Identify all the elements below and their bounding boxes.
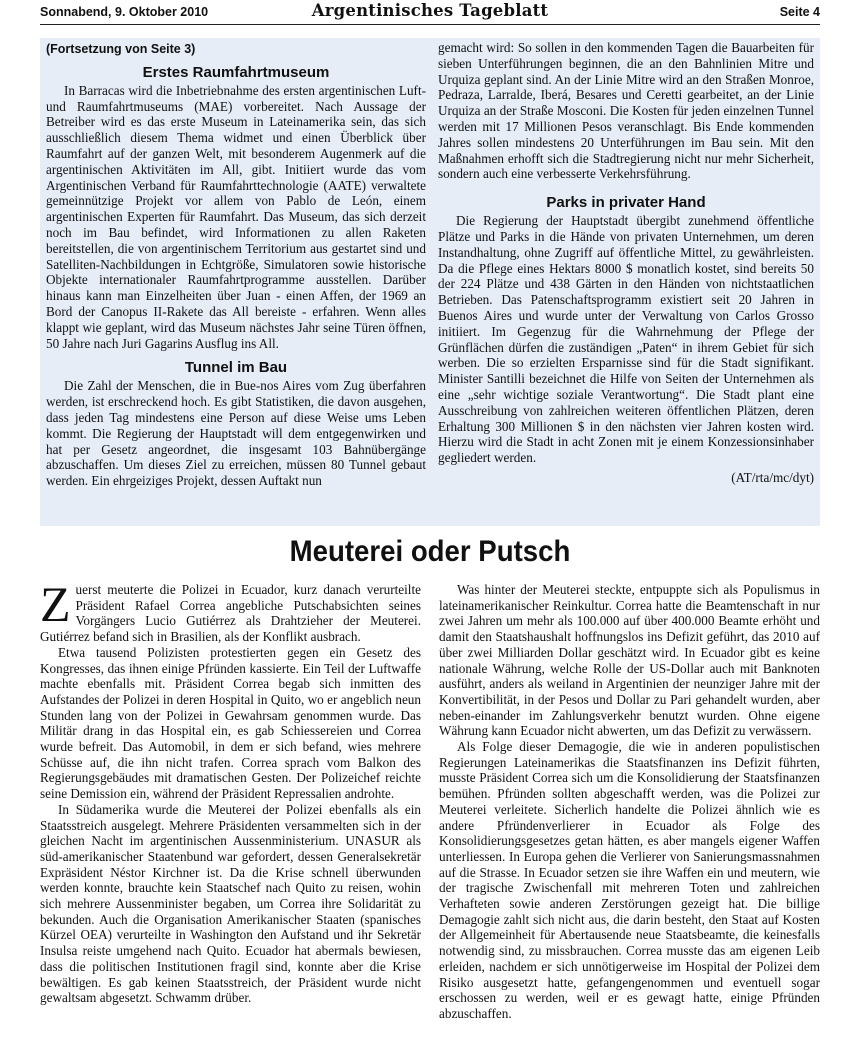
- article-paragraph: Als Folge dieser Demagogie, die wie in anderen populistischen Regierungen Lateinamerikas die Staatsfinanzen ins Defizit führten, musste Präsident Correa sich um die Konsolidierung der Staatsfinanzen bemühen. Pfründen sollten abgeschafft werden, was die Polizei zur Meuterei verleitete. Sicherlich handelte die Polizei ähnlich wie es andere Pfründenverlierer in Ecuador als Folge des Konsolidierungsgesetzes getan hätten, es aber mangels eigener Waffen unterliessen. In Europa gehen die Verlierer von Sanierungsmassnahmen auf die Strasse. In Ecuador setzen sie ihre Waffen ein und meutern, wie der tragische Zwischenfall mit mehreren Toten und zahlreichen Verhafteten sowie anderen Zerstörungen gezeigt hat. Die billige Demagogie zahlt sich nicht aus, die darin besteht, den Staat auf Kosten der Allgemeinheit für Abertausende neue Staatsbeamte, die keinesfalls notwendig sind, zu missbrauchen. Correa musste das am eigenen Leib erleiden, nachdem er sich unnötigerweise im Hospital der Polizei dem Risiko ausgesetzt hatte, gefangengenommen und eventuell sogar erschossen zu werden, weil er es gewagt hatte, einige Pfründen abzuschaffen.: [439, 739, 820, 1021]
- page-header: [40, 0, 820, 25]
- drop-cap: Z: [40, 576, 71, 632]
- text-parks: Die Regierung der Hauptstadt übergibt zunehmend öffentliche Plätze und Parks in die Hände von privaten Unternehmen, um deren Instandhaltung, ohne Zugriff auf öffentliche Mittel, zu gewährleisten. Da die Pflege eines Hektars 8000 $ monatlich kostet, sind bereits 50 der 224 Plätze und 438 Gärten in den Händen von nichtstaatlichen Betrieben. Das Patenschaftsprogramm existiert seit 20 Jahren in Buenos Aires und wurde unter der Verwaltung von Carlos Grosso initiiert. Im Gegenzug für die Wahrnehmung der Pflege der Grünflächen dürfen die zuständigen „Paten“ in ihrem Gebiet für sich werben. Die so erzielten Ersparnisse sind für die Stadt signifikant. Minister Santilli bezeichnet die Hilfe von Seiten der Unternehmen als eine „sehr wichtige soziale Verantwortung“. Die Stadt plant eine Ausschreibung von zahlreichen weiteren öffentlichen Plätzen, deren Erhaltung 300 Millionen $ in den nächsten vier Jahren kosten wird. Hierzu wird die Stadt in acht Zonen mit je einem Konzessionsinhaber gegliedert werden.: [438, 213, 814, 466]
- article-paragraph: Zuerst meuterte die Polizei in Ecuador, kurz danach verurteilte Präsident Rafael Correa angebliche Putschabsichten seines Vorgängers Lucio Gutiérrez als Drahtzieher der Meuterei. Gutiérrez befand sich in Brasilien, als der Konflikt ausbrach.: [40, 576, 421, 645]
- news-box-left-column: [46, 38, 426, 489]
- news-box: [40, 38, 820, 526]
- article-left-column: [40, 576, 421, 1006]
- text-raumfahrtmuseum: In Barracas wird die Inbetriebnahme des ersten argentinischen Luft- und Raumfahrtmuseums (MAE) vorbereitet. Nach Aussage der Betreiber wird es das erste Museum in Lateinamerika sein, das sich ausschließlich diesem Thema widmet und einen Überblick über Raumfahrt auf der ganzen Welt, mit besonderem Augenmerk auf die argentinischen Aktivitäten im All, gibt. Initiiert wurde das vom Argentinischen Verband für Raumfahrttechnologie (AATE) verwaltete gemeinnützige Projekt vor allem von Pablo de León, einem argentinischen Experten für Raumfahrt. Das Museum, das sich derzeit noch im Bau befindet, wird Informationen zu allen Raketen bereitstellen, die von argentinischem Territorium aus gestartet sind und Satelliten-Nachbildungen in Echtgröße, Simulatoren sowie historische Objekte internationaler Raumfahrtprogramme ausstellen. Darüber hinaus kann man Einzelheiten über Juan - einen Affen, der 1969 an Bord der Canopus II-Rakete das All bereiste - erfahren. Wenn alles klappt wie geplant, wird das Museum nächstes Jahr seine Türen öffnen, 50 Jahre nach Juri Gagarins Ausflug ins All.: [46, 82, 426, 351]
- news-box-right-column: [438, 40, 814, 486]
- heading-raumfahrtmuseum: Erstes Raumfahrtmuseum: [142, 63, 330, 81]
- text-tunnel-continued: gemacht wird: So sollen in den kommenden Tagen die Bauarbeiten für sieben Unterführungen beginnen, die an den Bahnlinien Mitre und Urquiza geplant sind. An der Linie Mitre wird an den Straßen Monroe, Pedraza, Larralde, Iberá, Besares und Ceretti gearbeitet, an der Linie Urquiza an der Straße Mosconi. Die Kosten für jeden einzelnen Tunnel werden mit 17 Millionen Pesos veranschlagt. Bis Ende kommenden Jahres sollen mindestens 20 Unterführungen im Bau sein. Mit den Maßnahmen erhofft sich die Stadtregierung nicht nur mehr Sicherheit, sondern auch eine verbesserte Verkehrsführung.: [438, 40, 814, 182]
- article-right-column: [439, 582, 820, 1022]
- continuation-note: (Fortsetzung von Seite 3): [46, 42, 196, 56]
- article-paragraph: In Südamerika wurde die Meuterei der Polizei ebenfalls als ein Staatsstreich ausgelegt. Mehrere Präsidenten versammelten sich in der gleichen Nacht im argentinischen Aussenministerium. UNASUR als süd-amerikanischer Staatenbund war gefordert, dessen Generalsekretär Expräsident Néstor Kirchner ist. Da die Krise schnell überwunden werden konnte, brauchte kein Staatschef nach Quito zu reisen, wohin sich mehrere Aussenminister begaben, um Correa ihre Solidarität zu bekunden. Auch die Organisation Amerikanischer Staaten (spanisches Kürzel OEA) verurteilte in Washington den Aufstand und ihr Sekretär Insulsa reiste umgehend nach Quito. Ecuador hat abermals bewiesen, dass die politischen Institutionen fragil sind, konnte aber die Krise bewältigen. Es gab keinen Staatsstreich, der Präsident wurde nicht gewaltsam abgesetzt. Schwamm drüber.: [40, 801, 421, 1006]
- page-number: Seite 4: [779, 5, 820, 19]
- author-signature: (AT/rta/mc/dyt): [731, 469, 814, 485]
- article-title: Meuterei oder Putsch: [289, 535, 571, 568]
- article-paragraph: Was hinter der Meuterei steckte, entpuppte sich als Populismus in lateinamerikanischer Reinkultur. Correa hatte die Beamtenschaft in nur zwei Jahren um mehr als 100.000 auf über 400.000 Beamte erhöht und damit den Staatshaushalt hoffnungslos ins Defizit geführt, das 2010 auf über zwei Milliarden Dollar geschätzt wird. In Ecuador gibt es keine nationale Währung, welche Rolle der US-Dollar auch mit Banknoten ausführt, anders als weiland in Argentinien der neunziger Jahre mit der Konvertibilität, in der Pesos und Dollar zu Pari gehandelt wurden, aber neben-einander im Zahlungsverkehr benutzt wurden. Ohne eigene Währung kann Ecuador nicht abwerten, um das Defizit zu verwässern.: [439, 582, 820, 739]
- newspaper-masthead: Argentinisches Tageblatt: [311, 1, 549, 20]
- article-paragraph: Etwa tausend Polizisten protestierten gegen ein Gesetz des Kongresses, das ihnen einige Pfründen kassierte. Ein Teil der Luftwaffe machte ebenfalls mit. Präsident Correa begab sich inmitten des Aufstandes der Polizei in deren Hospital in Quito, wo er angeblich neun Stunden lang von der Polizei in Gewahrsam genommen wurde. Das Militär drang in das Hospital ein, es gab Schiessereien und Correa wurde befreit. Das Automobil, in dem er sich befand, wies mehrere Schüsse auf, die ihn nicht trafen. Correa sprach vom Balkon des Regierungsgebäudes mit dramatischen Gesten. Der Polizeichef reichte seine Demission ein, während der Präsident Repressalien androhte.: [40, 644, 421, 802]
- heading-parks: Parks in privater Hand: [546, 194, 706, 212]
- text-tunnel: Die Zahl der Menschen, die in Bue-nos Aires vom Zug überfahren werden, ist erschreckend hoch. Es gibt Statistiken, die davon ausgehen, dass jeden Tag mindestens eine Person auf diese Weise ums Leben kommt. Die Regierung der Hauptstadt will dem entgegenwirken und hat per Gesetz angeordnet, die insgesamt 103 Bahnübergänge abzuschaffen. Um dieses Ziel zu erreichen, müssen 80 Tunnel gebaut werden. Ein ehrgeiziges Projekt, dessen Auftakt nun: [46, 378, 426, 489]
- issue-date: Sonnabend, 9. Oktober 2010: [40, 5, 209, 19]
- heading-tunnel: Tunnel im Bau: [184, 359, 288, 377]
